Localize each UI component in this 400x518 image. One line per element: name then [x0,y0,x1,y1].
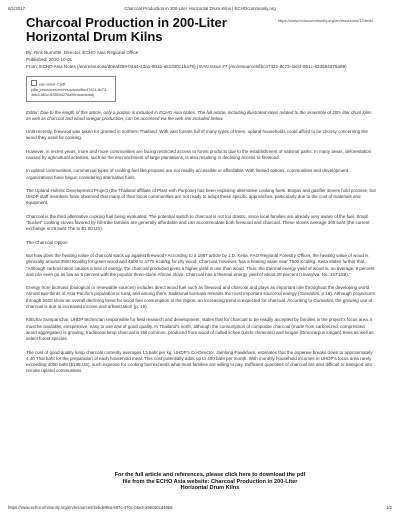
editor-note: Editor: Due to the length of this article, only a portion is included in ECHO Asia Notes. The full article, including illustrated steps related to the assembly of 200- liter drum kilns as well as charcoal and wood vinegar production, can be accessed via the web link included below. [26,109,372,121]
article-meta [26,49,376,70]
page-number: 1/2 [386,505,392,510]
print-footer [8,505,392,513]
paragraph: Charcoal is the third alternative cooking fuel being evaluated. The potential switch to charcoal is not too drastic, since local families are already very aware of the fuel. Small "bucket" cooking stoves favored by hill-tribe families are generally affordable and can accommodate both firewood and charcoal. These stoves average 300 baht (the current exchange is 29 baht The to $1.00 US). [26,213,370,232]
download-cta[interactable]: For the full article and references, please click here to download the pdf file from the ECHO Asia website: Charcoal Production in 200-Liter Horizontal Drum Kilns [114,472,306,492]
byline: By: Rick Burnette, Director, ECHO Asia Regional Office [26,50,139,55]
pdf-download-link[interactable] [26,76,116,102]
paragraph: In upland communities, commercial types of cooking fuel like propane are not readily accessible or affordable. With limited options, communities and development organizations have begun considering alternative fuels. [26,168,349,180]
pdf-download-label[interactable]: ean-issue-7.pdf (/file_resources/en/resources/fbc47421-8c73-4eb3-861c-633694276a99/download) [31,82,108,97]
print-footer-url: https://www.echocommunity.org/en/resources/2ebde95a-567c-470c-b5e3-a96c60cd48b6 [8,505,173,510]
paragraph: Energy from biomass (biological or renewable sources) includes direct wood fuel such as firewood and charcoal and plays an important role throughout the developing world. Almost two-thirds of Asia-Pacific's population is rural, and among them, traditional biomass remains the most important source of energy (Gumartini, p 16). Although projections through 2020 show an overall declining trend for wood fuel consumption in the region, an increasing trend is expected for charcoal. According to Gumartini, the growing use of charcoal is due to increased income and urbanization (p. 19). [26,285,375,310]
published-date: Published: 2010-10-01 [26,57,73,62]
print-title: Charcoal Production in 200-Liter Horizontal Drum Kilns | ECHOcommunity.org [124,6,276,11]
paragraph: The Upland Holistic Development Project (the Thailand affiliate of Plant with Purpose) has been exploring alternative cooking fuels. Biogas and gasifier stoves hold promise, but UHDP staff members have observed that many of their focus communities are not ready to adopt these specific approaches, particularly due to the cost of materials and equipment. [26,187,376,206]
article [26,16,376,375]
print-header [8,6,392,14]
pdf-icon [31,80,37,86]
article-title: Charcoal Production in 200-Liter Horizontal Drum Kilns [26,15,227,44]
article-url[interactable]: https://www.echocommunity.org/en/resources/124edd... [277,18,376,23]
source-links[interactable]: From: ECHO Asia Notes (/en/resources/d0eaf359-b4a4-43a1-801b-a51320c1ba76) | EAN Issue #7 (/en/resources/fbc47421-8c73-4eb3-861c-633694276a99) [26,64,347,69]
print-date: 6/1/2017 [8,6,26,11]
paragraph: However, in recent years, more and more communities are facing restricted access to forest products due to the establishment of national parks. In many areas, deforestation caused by agricultural activities, such as the encroachment of large plantations, is also resulting in declining access to firewood. [26,148,372,160]
paragraph: The cost of good quality lump charcoal currently averages 13 baht per kg. UHDP's Co-Director, Jamlong Pawikham, estimates that the expense breaks down to approximately 4.40 Thai baht for the preparation of each household meal. This cost potentially adds up to 400 baht per month. With monthly household incomes in UHDP's focus area rarely exceeding 4000 baht ($138 US), such expense for cooking fuel exceeds what most families are willing to pay. Sufficient quantities of charcoal are also difficult to transport into remote upland communities. [26,349,373,374]
section-heading: The Charcoal Option [26,239,68,245]
paragraph: But how does the heating value of charcoal stack up against firewood? According to a 1987 article by J.D. Keita, FAO Regional Forestry Officer, the heating value of wood is generally around 3500 Kcal/kg for green wood and 4500 to 4770 Kcal/kg for dry wood. Charcoal, however, has a heating value near 7500 Kcal/kg. Keita states further that, "Although carbonization causes a loss of energy, the charcoal produced gives a higher yield in use than wood. Thus, the thermal energy yield of wood is, on average, 8 percent and can even go as low as 5 percent with the popular three-stone African stove. Charcoal has a thermal energy yield of about 28 percent (Unasylva. No. 157:158)." [26,252,375,277]
paragraph: Kittichai Sumpanchai, UHDP technician responsible for field research and development, states that for charcoal to be readily accepted by families in the project's focus area, it must be available, inexpensive, easy to use and of good quality. In Thailand's north, although the consumption of composite charcoal (made from carbonized, compressed wood aggregates) is growing, traditional lump charcoal is still common, produced from wood of culled lichee (Litchi chinensis) and longan (Dimocarpus longan) trees as well as select forest species. [26,317,374,342]
paragraph: Until recently, firewood was taken for granted in northern Thailand. With vast forests full of many types of trees, upland households could afford to be choosy concerning the wood they used for cooking. [26,129,368,141]
